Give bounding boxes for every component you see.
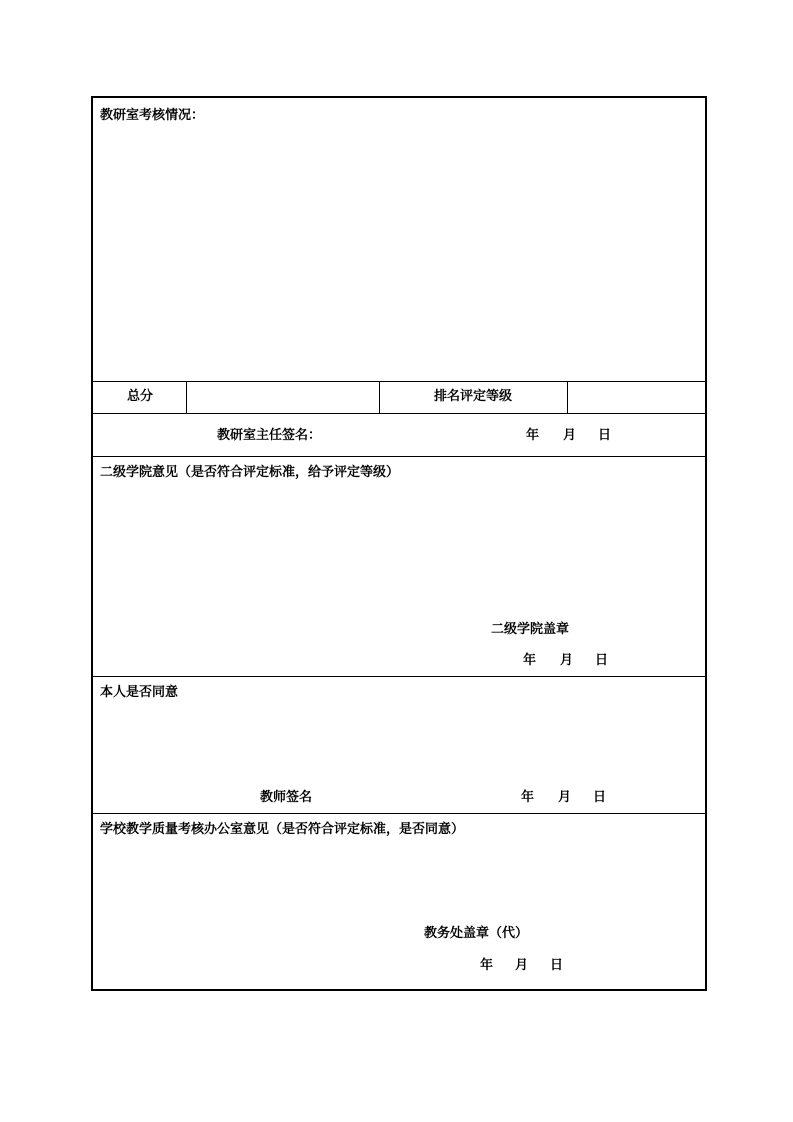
row-divider xyxy=(93,676,705,677)
personal-consent-title: 本人是否同意 xyxy=(100,685,179,700)
evaluation-form xyxy=(91,96,707,991)
quality-office-title: 学校教学质量考核办公室意见（是否符合评定标准，是否同意） xyxy=(100,822,465,837)
college-opinion-title: 二级学院意见（是否符合评定标准，给予评定等级） xyxy=(100,465,400,480)
quality-month-label: 月 xyxy=(515,958,529,973)
consent-month-label: 月 xyxy=(558,790,572,805)
college-month-label: 月 xyxy=(560,653,574,668)
college-day-label: 日 xyxy=(595,653,609,668)
director-signature-label: 教研室主任签名： xyxy=(217,428,322,443)
director-year-label: 年 xyxy=(526,428,540,443)
row-divider xyxy=(93,381,705,382)
total-score-label: 总分 xyxy=(127,389,154,404)
teacher-signature-label: 教师签名 xyxy=(260,790,313,805)
row-divider xyxy=(93,813,705,814)
consent-day-label: 日 xyxy=(593,790,607,805)
rank-grade-label: 排名评定等级 xyxy=(434,389,513,404)
research-review-title: 教研室考核情况： xyxy=(100,108,205,123)
consent-year-label: 年 xyxy=(521,790,535,805)
college-seal-label: 二级学院盖章 xyxy=(491,622,570,637)
row-divider xyxy=(93,456,705,457)
college-year-label: 年 xyxy=(523,653,537,668)
quality-day-label: 日 xyxy=(550,958,564,973)
quality-year-label: 年 xyxy=(480,958,494,973)
row-divider xyxy=(93,413,705,414)
column-divider xyxy=(567,381,568,413)
academic-affairs-seal-label: 教务处盖章（代） xyxy=(424,926,529,941)
director-month-label: 月 xyxy=(563,428,577,443)
column-divider xyxy=(186,381,187,413)
director-day-label: 日 xyxy=(598,428,612,443)
column-divider xyxy=(379,381,380,413)
